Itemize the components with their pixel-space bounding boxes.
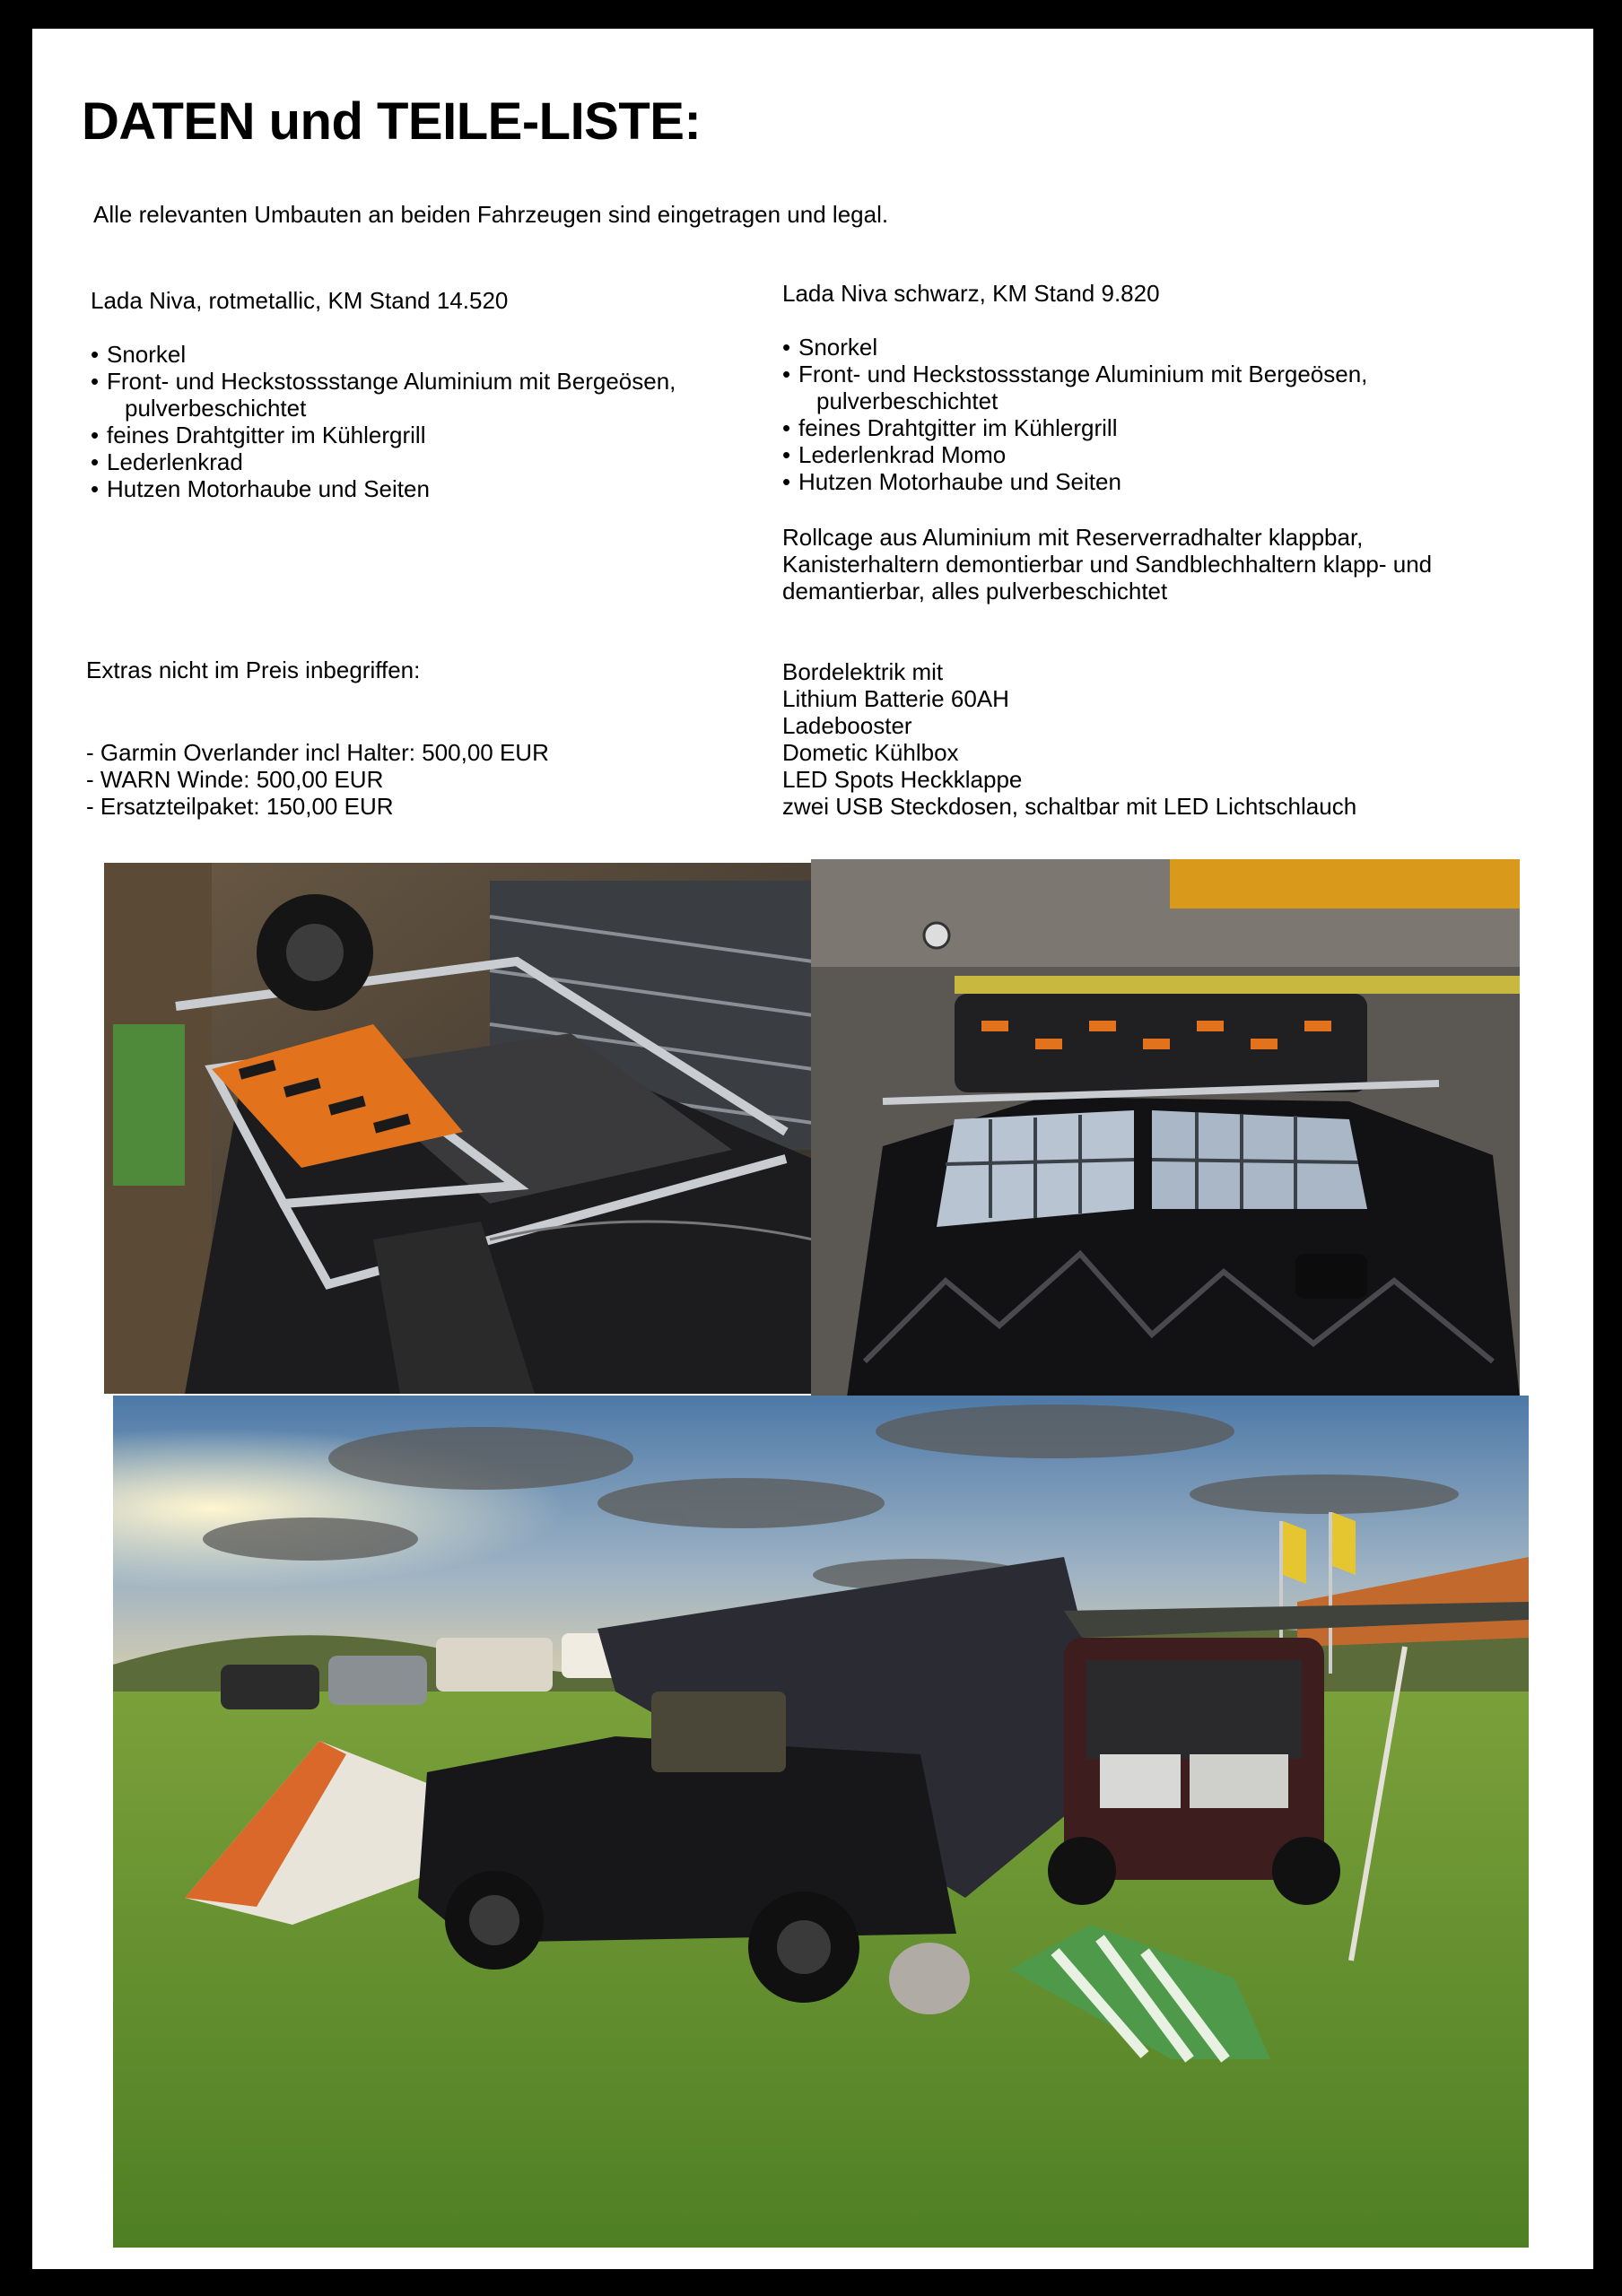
list-item: • feines Drahtgitter im Kühlergrill (782, 414, 1118, 441)
list-item: • Front- und Heckstossstange Aluminium mit Bergeösen, pulverbeschichtet (782, 361, 1368, 414)
rollcage-description: Rollcage aus Aluminium mit Reserverradhalter klappbar, Kanisterhaltern demontierbar und Sandblechhaltern klapp- und demantierbar, alles pulverbeschichtet (782, 524, 1433, 604)
list-item: • Hutzen Motorhaube und Seiten (782, 468, 1121, 495)
list-item: LED Spots Heckklappe (782, 766, 1023, 793)
left-vehicle-heading: Lada Niva, rotmetallic, KM Stand 14.520 (91, 287, 509, 314)
list-item: Ladebooster (782, 712, 912, 739)
list-item: • Hutzen Motorhaube und Seiten (91, 475, 430, 502)
list-item: - Garmin Overlander incl Halter: 500,00 EUR (86, 739, 549, 766)
list-item: • Lederlenkrad Momo (782, 441, 1007, 468)
list-item: • Snorkel (91, 341, 187, 368)
list-item: • Snorkel (782, 334, 878, 361)
extras-heading: Extras nicht im Preis inbegriffen: (86, 657, 421, 683)
roof-rack-photo (104, 863, 813, 1394)
camping-photo (113, 1396, 1529, 2248)
electrics-list (782, 658, 1356, 820)
list-item: Dometic Kühlbox (782, 739, 959, 766)
right-feature-list (782, 334, 1446, 495)
document-page (32, 29, 1593, 2269)
intro-text: Alle relevanten Umbauten an beiden Fahrzeugen sind eingetragen und legal. (93, 201, 889, 228)
list-item: - Ersatzteilpaket: 150,00 EUR (86, 793, 394, 820)
list-item: Lithium Batterie 60AH (782, 685, 1009, 712)
list-item: • feines Drahtgitter im Kühlergrill (91, 422, 426, 448)
side-window-photo (811, 859, 1520, 1397)
list-item: • Front- und Heckstossstange Aluminium mit Bergeösen, pulverbeschichtet (91, 368, 676, 422)
list-item: - WARN Winde: 500,00 EUR (86, 766, 384, 793)
left-feature-list (91, 341, 737, 502)
extras-list (86, 739, 549, 820)
right-vehicle-heading: Lada Niva schwarz, KM Stand 9.820 (782, 280, 1160, 307)
list-item: Bordelektrik mit (782, 658, 944, 685)
list-item: • Lederlenkrad (91, 448, 243, 475)
list-item: zwei USB Steckdosen, schaltbar mit LED Lichtschlauch (782, 793, 1357, 820)
page-title: DATEN und TEILE-LISTE: (82, 92, 702, 151)
